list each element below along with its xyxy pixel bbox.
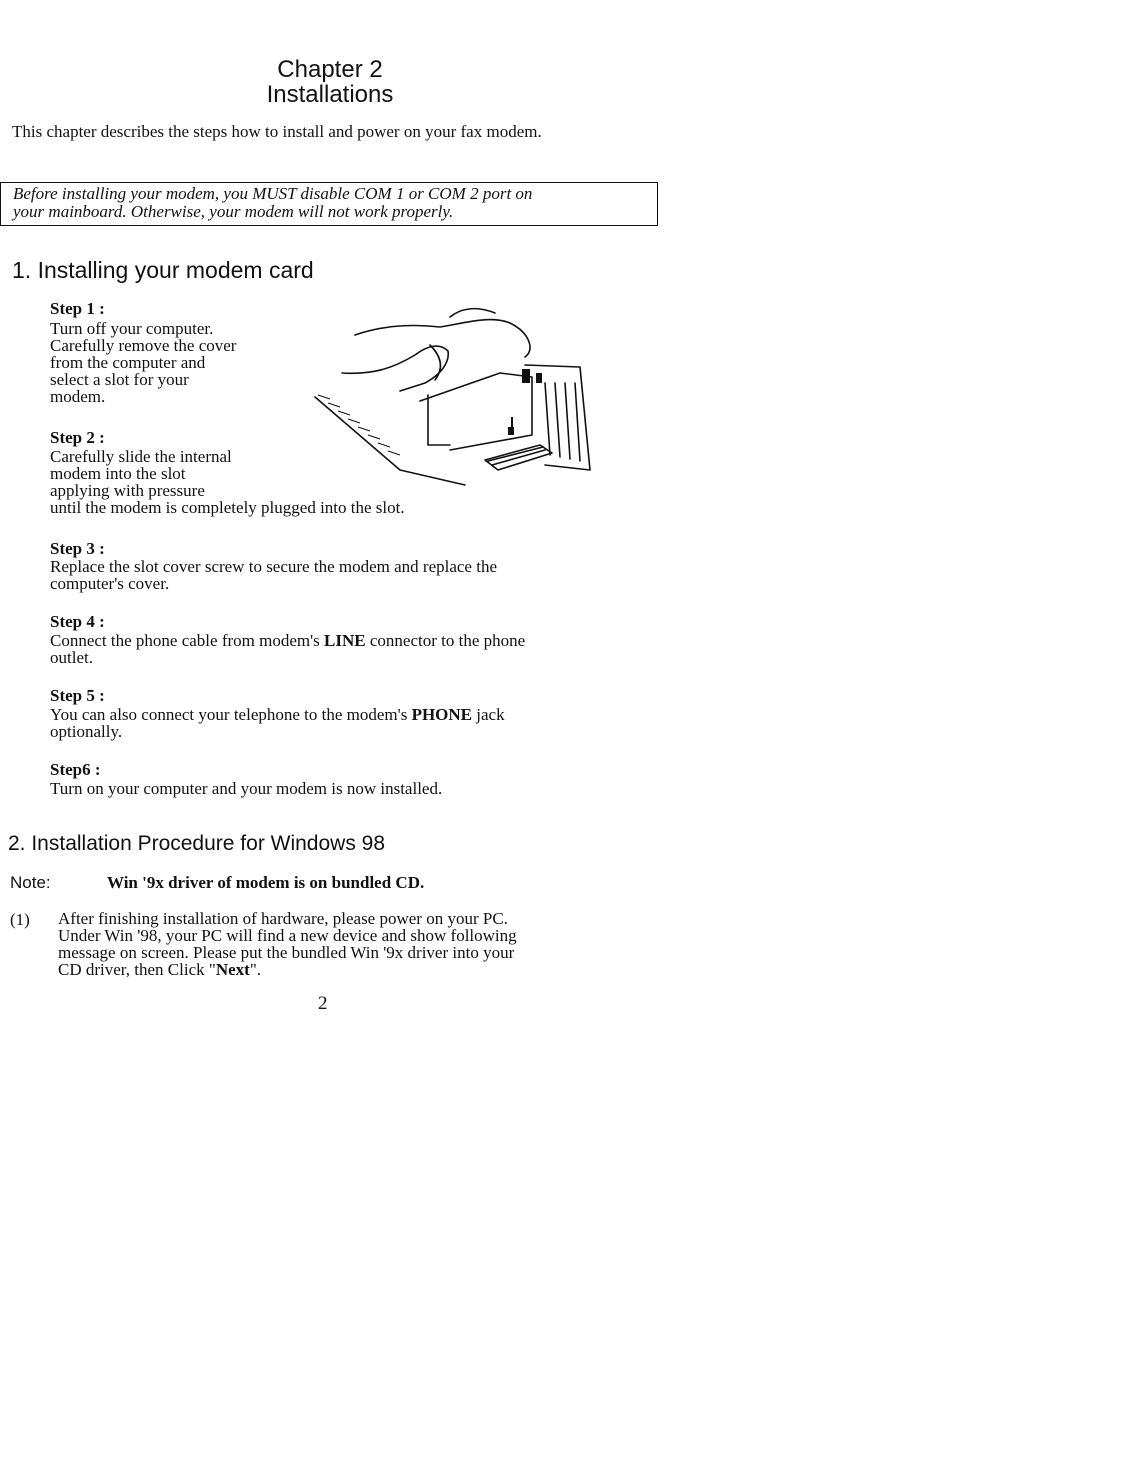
item-line-pre: CD driver, then Click " [58,960,216,979]
step-1-line: Carefully remove the cover [50,336,237,355]
item-text [58,910,638,978]
next-label: Next [215,960,250,979]
phone-jack-label: PHONE [411,705,473,724]
step-2-line: until the modem is completely plugged into the slot. [50,498,405,517]
note-text: Win '9x driver of modem is on bundled CD. [107,873,425,892]
item-line: After finishing installation of hardware, please power on your PC. [58,909,508,928]
step-3-line: computer's cover. [50,574,170,593]
step-2-line: Carefully slide the internal [50,447,232,466]
step-4-line: outlet. [50,648,93,667]
step-1-line: from the computer and [50,353,206,372]
step-4-line [50,632,525,649]
item-line [58,961,638,978]
step-3-label: Step 3 : [50,539,105,558]
step-2-line: applying with pressure [50,481,205,500]
item-line: Under Win '98, your PC will find a new device and show following [58,926,517,945]
step-2-line: modem into the slot [50,464,186,483]
intro-paragraph: This chapter describes the steps how to install and power on your fax modem. [12,122,542,141]
step-3-text [50,558,497,592]
step-6-text [50,780,442,797]
page-number: 2 [318,993,328,1014]
step-6-label: Step6 : [50,760,101,779]
item-line-post: ". [249,960,262,979]
step-1-line: Turn off your computer. [50,319,214,338]
item-line: message on screen. Please put the bundled Win '9x driver into your [58,943,515,962]
step-2-label: Step 2 : [50,428,105,447]
step-4-label: Step 4 : [50,612,105,631]
step-4-pre: Connect the phone cable from modem's [50,631,325,650]
step-4-post: connector to the phone [365,631,526,650]
section-2-heading: 2. Installation Procedure for Windows 98 [8,832,386,855]
step-5-line: optionally. [50,722,123,741]
step-5-text [50,706,505,740]
line-connector-label: LINE [324,631,366,650]
chapter-title: Chapter 2 [277,56,383,83]
step-1-label: Step 1 : [50,299,105,318]
step-1-text [50,320,236,405]
note-label: Note: [10,873,51,892]
step-1-line: select a slot for your [50,370,189,389]
step-5-line [50,706,505,723]
computer-modem-installation-illustration [300,295,595,495]
step-6-line: Turn on your computer and your modem is now installed. [50,779,443,798]
step-5-label: Step 5 : [50,686,105,705]
item-number: (1) [10,910,30,929]
step-1-line: modem. [50,387,106,406]
step-5-pre: You can also connect your telephone to the modem's [50,705,412,724]
step-5-post: jack [472,705,505,724]
step-4-text [50,632,525,666]
section-1-heading: 1. Installing your modem card [12,257,314,283]
chapter-heading [0,57,660,107]
chapter-subtitle: Installations [266,81,394,108]
warning-line-1: Before installing your modem, you MUST disable COM 1 or COM 2 port on [13,184,533,203]
warning-box [0,182,658,226]
step-3-line: Replace the slot cover screw to secure the modem and replace the [50,557,497,576]
warning-line-2: your mainboard. Otherwise, your modem will not work properly. [13,202,454,221]
